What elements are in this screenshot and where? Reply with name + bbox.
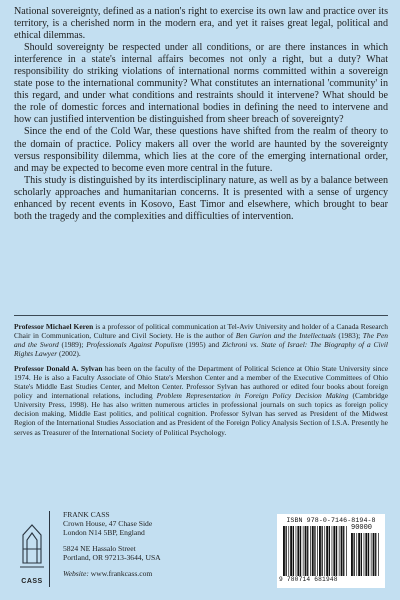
barcode-bar — [368, 533, 369, 576]
barcode-bar — [300, 526, 301, 576]
blurb-paragraph: Since the end of the Cold War, these questions have shifted from the realm of theory to the domain of practice. Policy makers all over the world are haunted by the sovereignty versus responsibility dilemma, which lies at the core of the emerging international order, and may be expected to become even more central in the future. — [14, 126, 388, 174]
ean-barcode — [283, 526, 349, 576]
website-url[interactable]: www.frankcass.com — [88, 569, 153, 579]
barcode-bar — [373, 533, 375, 576]
author-name: Professor Michael Keren — [14, 322, 94, 331]
barcode-bar — [333, 526, 335, 576]
publisher-address — [63, 510, 243, 578]
barcode-bar — [322, 526, 323, 576]
addon-digits: 90000 — [351, 524, 373, 532]
barcode-bar — [343, 526, 344, 576]
barcode-bar — [351, 533, 353, 576]
barcode-bar — [305, 526, 307, 576]
barcode-bar — [297, 526, 299, 576]
barcode-bar — [364, 533, 365, 576]
blurb-paragraph: National sovereignty, defined as a nation's right to exercise its own law and practice over its territory, is a cherished norm in the modern era, and yet it raises great legal, political and ethical dilemmas. — [14, 6, 388, 42]
blurb-paragraph: Should sovereignty be respected under all conditions, or are there instances in which interference in a state's internal affairs becomes not only a right, but a duty? What responsibility do striking violations of international norms committed within a sovereign state pose to the international community? What constitutes an international 'community' in this regard, and under what conditions and restraints should it intervene? What should be the role of domestic forces and international bodies in defining the need to intervene and how can justified intervention be distinguished from sheer breach of sovereignty? — [14, 42, 388, 126]
divider-rule — [14, 315, 388, 316]
book-title: The Pen and the Sword — [14, 331, 388, 350]
us-address-line: Portland, OR 97213-3644, USA — [63, 552, 161, 562]
barcode-bar — [288, 526, 289, 576]
us-address-line: 5824 NE Hassalo Street — [63, 543, 136, 553]
bio-keren: Professor Michael Keren is a professor of political communication at Tel-Aviv University and holder of a Canada Research Chair in Communication, Culture and Civil Society. He is the author of Ben Gurion and the Intellectuals (1983); The Pen and the Sword (1989); Professionals Against Populism (1995) and Zichroni vs. State of Israel: The Biography of a Civil Rights Lawyer (2002). — [14, 322, 388, 359]
barcode-bar — [339, 526, 340, 576]
author-name: Professor Donald A. Sylvan — [14, 364, 103, 374]
book-title: Problem Representation in Foreign Policy Decision Making — [156, 391, 349, 401]
book-title: Ben Gurion and the Intellectuals — [235, 331, 336, 341]
barcode-bar — [365, 533, 367, 576]
barcode-bar — [303, 526, 304, 576]
barcode-bar — [375, 533, 376, 576]
website-label: Website: — [63, 569, 89, 579]
barcode-bar — [290, 526, 292, 576]
barcode-bar — [307, 526, 308, 576]
barcode-bar — [319, 526, 321, 576]
barcode-bar — [341, 526, 343, 576]
barcode-bar — [326, 526, 328, 576]
book-title: Zichroni vs. State of Israel: The Biography of a Civil Rights Lawyer — [14, 340, 388, 359]
barcode-bar — [346, 526, 347, 576]
barcode-bar — [296, 526, 297, 576]
barcode-bar — [332, 526, 333, 576]
barcode-panel — [277, 514, 385, 588]
isbn-text: ISBN 978-0-7146-8194-8 — [286, 517, 376, 524]
barcode-bar — [361, 533, 362, 576]
logo-wordmark: CASS — [21, 578, 43, 585]
barcode-bar — [314, 526, 315, 576]
barcode-bar — [371, 533, 372, 576]
addon-barcode — [351, 533, 379, 576]
blurb-text — [14, 6, 388, 223]
publisher-logo — [15, 511, 50, 587]
barcode-bar — [310, 526, 311, 576]
author-bios — [14, 322, 388, 443]
book-title: Professionals Against Populism — [86, 340, 183, 350]
barcode-bar — [336, 526, 337, 576]
publisher-name: FRANK CASS — [63, 510, 110, 519]
barcode-bar — [354, 533, 355, 576]
barcode-bar — [312, 526, 314, 576]
barcode-bar — [329, 526, 330, 576]
bio-sylvan: Professor Donald A. Sylvan has been on the faculty of the Department of Political Science at Ohio State University since 1974. He is also a Faculty Associate of Ohio State's Mershon Center and a member of the Executive Committees of Ohio State's Middle East Studies Center, and Melton Center. Professor Sylvan has authored or edited four books about foreign policy and international relations, including Problem Representation in Foreign Policy Decision Making (Cambridge University Press, 1998). He has also written numerous articles in professional journals on such topics as foreign policy decision making, Middle East politics, and political cognition. Professor Sylvan has served as President of the Midwest Region of the International Studies Association and as President of the Foreign Policy Analysis Section of I.S.A. Presently he serves as Treasurer of the International Society of Political Psychology. — [14, 364, 389, 437]
barcode-bar — [356, 533, 357, 576]
barcode-bar — [317, 526, 318, 576]
uk-address-line: London N14 5BP, England — [63, 528, 145, 538]
barcode-bar — [293, 526, 294, 576]
cass-emblem-icon — [15, 513, 49, 577]
barcode-bar — [283, 526, 285, 576]
barcode-bar — [358, 533, 360, 576]
barcode-bar — [378, 533, 379, 576]
barcode-bar — [286, 526, 287, 576]
barcode-bar — [324, 526, 325, 576]
uk-address-line: Crown House, 47 Chase Side — [63, 519, 153, 529]
ean-digits: 9 780714 681948 — [279, 576, 338, 583]
website-line — [63, 569, 243, 578]
blurb-paragraph: This study is distinguished by its interdisciplinary nature, as well as by a balance between scholarly approaches and humanitarian concerns. It is presented with a sense of urgency enhanced by recent events in Kosovo, East Timor and elsewhere, which brought to bear both the tragedy and the complexities and difficulties of intervention. — [14, 174, 388, 222]
